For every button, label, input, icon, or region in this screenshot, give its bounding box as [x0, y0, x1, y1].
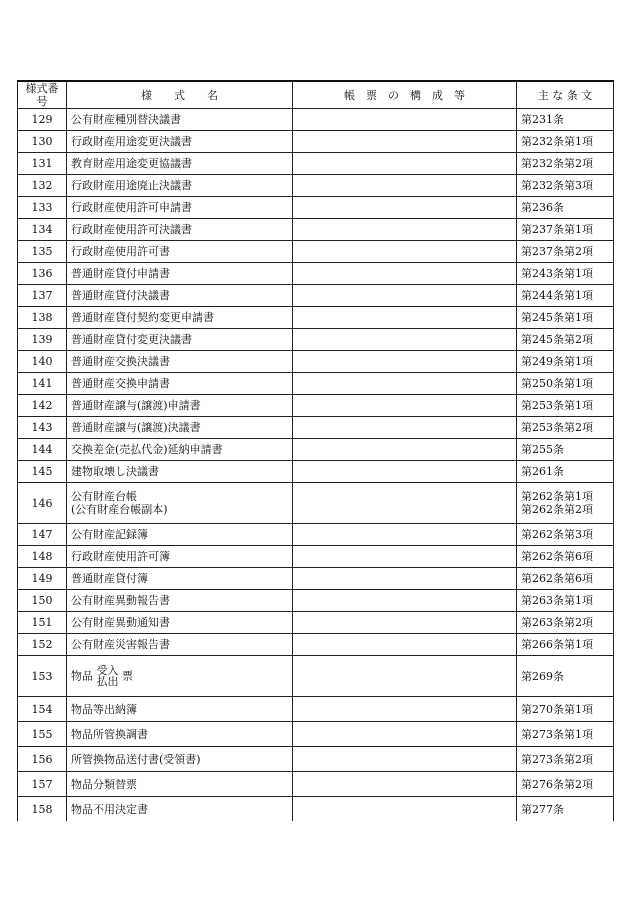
form-article-line: 第262条第2項: [521, 503, 593, 516]
form-article: 第249条第1項: [517, 351, 614, 373]
form-name: 公有財産記録簿: [67, 524, 293, 546]
form-number: 147: [18, 524, 67, 546]
form-article: 第253条第2項: [517, 417, 614, 439]
table-header-row: [18, 81, 614, 109]
form-number: 133: [18, 197, 67, 219]
table-row: [18, 634, 614, 656]
form-composition: [293, 747, 517, 772]
form-composition: [293, 524, 517, 546]
form-composition: [293, 131, 517, 153]
form-article: 第232条第2項: [517, 153, 614, 175]
form-article: 第253条第1項: [517, 395, 614, 417]
form-composition: [293, 697, 517, 722]
form-name: 行政財産使用許可申請書: [67, 197, 293, 219]
table-row: [18, 285, 614, 307]
form-composition: [293, 351, 517, 373]
form-number: 129: [18, 109, 67, 131]
table-row: [18, 439, 614, 461]
form-composition: [293, 307, 517, 329]
form-article: [517, 483, 614, 524]
form-article: 第269条: [517, 656, 614, 697]
form-name: [67, 483, 293, 524]
table-row: [18, 131, 614, 153]
form-composition: [293, 241, 517, 263]
form-number: 145: [18, 461, 67, 483]
form-number: 142: [18, 395, 67, 417]
form-number: 144: [18, 439, 67, 461]
form-article: 第262条第3項: [517, 524, 614, 546]
form-number: 140: [18, 351, 67, 373]
table-row: [18, 461, 614, 483]
table-row: [18, 568, 614, 590]
form-composition: [293, 546, 517, 568]
form-number: 155: [18, 722, 67, 747]
form-composition: [293, 373, 517, 395]
form-composition: [293, 109, 517, 131]
table-row: [18, 612, 614, 634]
form-name: 公有財産異動通知書: [67, 612, 293, 634]
table-row: [18, 329, 614, 351]
table-row: [18, 219, 614, 241]
form-composition: [293, 568, 517, 590]
form-composition: [293, 175, 517, 197]
form-article-line: 第262条第1項: [521, 490, 593, 503]
form-number: 135: [18, 241, 67, 263]
form-composition: [293, 634, 517, 656]
form-number: 138: [18, 307, 67, 329]
form-article: 第232条第1項: [517, 131, 614, 153]
form-name: 普通財産交換決議書: [67, 351, 293, 373]
table-row: [18, 417, 614, 439]
form-number: 151: [18, 612, 67, 634]
form-number: 141: [18, 373, 67, 395]
table-row: [18, 109, 614, 131]
form-number: 158: [18, 797, 67, 822]
form-composition: [293, 219, 517, 241]
form-article: 第232条第3項: [517, 175, 614, 197]
form-composition: [293, 772, 517, 797]
form-article: 第277条: [517, 797, 614, 822]
form-article: 第237条第2項: [517, 241, 614, 263]
form-article: 第270条第1項: [517, 697, 614, 722]
table-row: [18, 797, 614, 822]
form-name: [67, 656, 293, 697]
form-article: 第273条第1項: [517, 722, 614, 747]
form-composition: [293, 461, 517, 483]
table-row: [18, 697, 614, 722]
form-name: 物品等出納簿: [67, 697, 293, 722]
form-name: 物品所管換調書: [67, 722, 293, 747]
form-name: 教育財産用途変更協議書: [67, 153, 293, 175]
form-number: 148: [18, 546, 67, 568]
form-composition: [293, 439, 517, 461]
form-name: 公有財産災害報告書: [67, 634, 293, 656]
forms-table: [17, 80, 614, 821]
header-form-number: 様式番号: [18, 81, 67, 109]
form-name: 公有財産種別替決議書: [67, 109, 293, 131]
form-number: 157: [18, 772, 67, 797]
form-number: 134: [18, 219, 67, 241]
table-row: [18, 307, 614, 329]
table-row: [18, 747, 614, 772]
form-name-stack-top: 受入: [96, 664, 119, 677]
header-form-name: 様 式 名: [67, 81, 293, 109]
form-name-line: 公有財産台帳: [71, 490, 137, 503]
form-name: 建物取壊し決議書: [67, 461, 293, 483]
form-name: 行政財産使用許可簿: [67, 546, 293, 568]
form-composition: [293, 153, 517, 175]
form-composition: [293, 612, 517, 634]
form-composition: [293, 797, 517, 822]
form-name: 普通財産貸付変更決議書: [67, 329, 293, 351]
form-name: 物品不用決定書: [67, 797, 293, 822]
form-number: 146: [18, 483, 67, 524]
form-name-line: (公有財産台帳副本): [71, 503, 168, 516]
form-article: 第245条第2項: [517, 329, 614, 351]
form-number: 130: [18, 131, 67, 153]
form-number: 154: [18, 697, 67, 722]
form-article: 第262条第6項: [517, 568, 614, 590]
table-row: [18, 590, 614, 612]
form-number: 137: [18, 285, 67, 307]
form-name: 交換差金(売払代金)延納申請書: [67, 439, 293, 461]
form-name-suffix: 票: [122, 669, 133, 683]
header-composition: 帳 票 の 構 成 等: [293, 81, 517, 109]
table-row: [18, 241, 614, 263]
form-number: 152: [18, 634, 67, 656]
form-number: 131: [18, 153, 67, 175]
form-article: 第263条第2項: [517, 612, 614, 634]
form-name: 普通財産貸付決議書: [67, 285, 293, 307]
form-article: 第237条第1項: [517, 219, 614, 241]
form-name: 普通財産貸付契約変更申請書: [67, 307, 293, 329]
table-row: [18, 263, 614, 285]
form-composition: [293, 329, 517, 351]
form-composition: [293, 197, 517, 219]
table-row: [18, 772, 614, 797]
table-row: [18, 175, 614, 197]
form-name: 行政財産使用許可書: [67, 241, 293, 263]
table-row: [18, 395, 614, 417]
form-article: 第231条: [517, 109, 614, 131]
table-row: [18, 524, 614, 546]
form-name-stack: [97, 665, 119, 687]
form-name: 普通財産交換申請書: [67, 373, 293, 395]
form-name-stack-bottom: 払出: [96, 675, 119, 688]
form-name: 普通財産貸付申請書: [67, 263, 293, 285]
form-composition: [293, 263, 517, 285]
form-article: 第261条: [517, 461, 614, 483]
form-composition: [293, 395, 517, 417]
form-article: 第263条第1項: [517, 590, 614, 612]
form-article: 第250条第1項: [517, 373, 614, 395]
form-number: 150: [18, 590, 67, 612]
form-name: 物品分類替票: [67, 772, 293, 797]
form-composition: [293, 590, 517, 612]
form-name: 普通財産譲与(譲渡)決議書: [67, 417, 293, 439]
table-row: [18, 351, 614, 373]
form-article: 第243条第1項: [517, 263, 614, 285]
form-number: 132: [18, 175, 67, 197]
form-number: 153: [18, 656, 67, 697]
form-name: 普通財産貸付簿: [67, 568, 293, 590]
form-article: 第236条: [517, 197, 614, 219]
form-name: 行政財産用途変更決議書: [67, 131, 293, 153]
form-number: 149: [18, 568, 67, 590]
table-row: [18, 373, 614, 395]
table-row: [18, 722, 614, 747]
form-composition: [293, 417, 517, 439]
form-composition: [293, 656, 517, 697]
form-number: 143: [18, 417, 67, 439]
form-article: 第245条第1項: [517, 307, 614, 329]
table-row: [18, 656, 614, 697]
form-number: 156: [18, 747, 67, 772]
form-number: 139: [18, 329, 67, 351]
table-row: [18, 483, 614, 524]
form-composition: [293, 483, 517, 524]
form-number: 136: [18, 263, 67, 285]
form-article: 第244条第1項: [517, 285, 614, 307]
form-article: 第273条第2項: [517, 747, 614, 772]
form-name: 行政財産用途廃止決議書: [67, 175, 293, 197]
table-row: [18, 197, 614, 219]
header-main-article: 主 な 条 文: [517, 81, 614, 109]
table-row: [18, 546, 614, 568]
form-article: 第266条第1項: [517, 634, 614, 656]
form-article: 第276条第2項: [517, 772, 614, 797]
form-composition: [293, 285, 517, 307]
form-name: 行政財産使用許可決議書: [67, 219, 293, 241]
form-name-prefix: 物品: [71, 669, 93, 683]
form-composition: [293, 722, 517, 747]
table-row: [18, 153, 614, 175]
form-article: 第255条: [517, 439, 614, 461]
form-name: 普通財産譲与(譲渡)申請書: [67, 395, 293, 417]
form-name: 所管換物品送付書(受領書): [67, 747, 293, 772]
form-article: 第262条第6項: [517, 546, 614, 568]
form-name: 公有財産異動報告書: [67, 590, 293, 612]
